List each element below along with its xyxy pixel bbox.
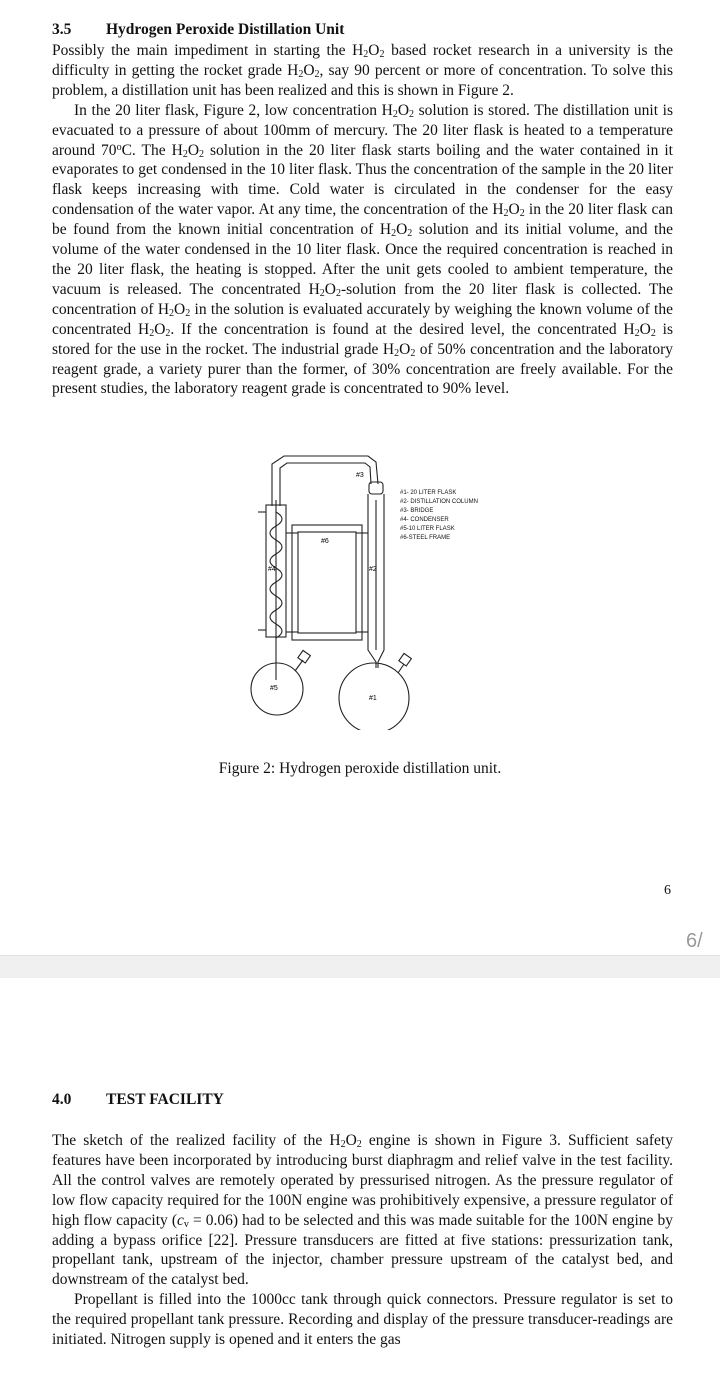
boiling-flask-side-neck — [399, 653, 412, 666]
section-heading-3-5 — [52, 21, 344, 39]
section-4-0-body — [52, 1131, 673, 1350]
column-left-wall — [368, 494, 376, 668]
steel-frame-inner — [298, 532, 356, 633]
section-title: Hydrogen Peroxide Distillation Unit — [106, 21, 345, 38]
page-separator — [0, 955, 720, 979]
paragraph: In the 20 liter flask, Figure 2, low concentration $H_2O_2$ solution is stored. The distillation unit is evacuated to a pressure of about 100mm of mercury. The 20 liter flask is heated to a temperature around 70$^o$C. The $H_2O_2$ solution in the 20 liter flask starts boiling and the water contained in it evaporates to get condensed in the 10 liter flask. Thus the concentration of the sample in the 20 liter flask keeps increasing with time. Cold water is circulated in the condenser for the easy condensation of the water vapor. At any time, the concentration of the $H_2O_2$ in the 20 liter flask can be found from the known initial concentration of $H_2O_2$ solution and its initial volume, and the volume of the water condensed in the 10 liter flask. Once the required concentration is reached in the 20 liter flask, the heating is stopped. After the unit gets cooled to ambient temperature, the vacuum is released. The concentrated $H_2O_2$-solution from the 20 liter flask is collected. The concentration of $H_2O_2$ in the solution is evaluated accurately by weighing the known volume of the concentrated $H_2O_2$. If the concentration is found at the desired level, the concentrated $H_2O_2$ is stored for the use in the rocket. The industrial grade $H_2O_2$ of 50% concentration and the laboratory reagent grade, a variety purer than the former, of 30% concentration are freely available. For the present studies, the laboratory reagent grade is concentrated to 90% level. — [52, 101, 673, 398]
legend-item: #6-STEEL FRAME — [400, 535, 451, 541]
label-steel-frame: #6 — [321, 538, 329, 545]
section-heading-4-0 — [52, 1091, 224, 1109]
receiver-side-neck — [298, 650, 311, 663]
document-page-7 — [0, 978, 720, 1379]
figure-legend — [400, 490, 478, 541]
section-number: 4.0 — [52, 1091, 72, 1108]
page-number: 6 — [664, 883, 671, 898]
distillation-unit-figure — [240, 450, 530, 730]
label-boiling-flask: #1 — [369, 695, 377, 702]
label-bridge: #3 — [356, 472, 364, 479]
label-receiver-flask: #5 — [270, 685, 278, 692]
legend-item: #4- CONDENSER — [400, 517, 449, 523]
legend-item: #3- BRIDGE — [400, 508, 434, 514]
section-3-5-body — [52, 41, 673, 399]
legend-item: #2- DISTILLATION COLUMN — [400, 499, 478, 505]
legend-item: #1- 20 LITER FLASK — [400, 490, 457, 496]
paragraph: Possibly the main impediment in starting the $H_2O_2$ based rocket research in a university is the difficulty in getting the rocket grade $H_2O_2$, say 90 percent or more of concentration. To solve this problem, a distillation unit has been realized and this is shown in Figure 2. — [52, 42, 673, 99]
figure-caption: Figure 2: Hydrogen peroxide distillation unit. — [218, 760, 502, 777]
paragraph: Propellant is filled into the 1000cc tank through quick connectors. Pressure regulator is set to the required propellant tank pressure. Recording and display of the pressure transducer-readings are initiated. Nitrogen supply is opened and it enters the gas — [52, 1291, 673, 1349]
bridge-inner — [280, 463, 371, 506]
column-right-wall — [378, 494, 384, 668]
section-title: TEST FACILITY — [106, 1091, 224, 1108]
label-condenser: #4 — [268, 566, 276, 573]
paragraph: The sketch of the realized facility of the $H_2O_2$ engine is shown in Figure 3. Sufficient safety features have been incorporated by introducing burst diaphragm and relief valve in the test facility. All the control valves are remotely operated by pressurised nitrogen. As the pressure regulator of low flow capacity required for the 100N engine was prohibitively expensive, a pressure regulator of high flow capacity $(c_v = 0.06)$ had to be selected and this was made suitable for the 100N engine by adding a bypass orifice [22]. Pressure transducers are fitted at five stations: pressurization tank, propellant tank, upstream of the injector, chamber pressure upstream of the catalyst bed, and downstream of the catalyst bed. — [52, 1132, 673, 1289]
section-number: 3.5 — [52, 21, 72, 38]
page-counter: 6/ — [686, 930, 703, 952]
label-distillation-column: #2 — [369, 566, 377, 573]
legend-item: #5-10 LITER FLASK — [400, 526, 455, 532]
